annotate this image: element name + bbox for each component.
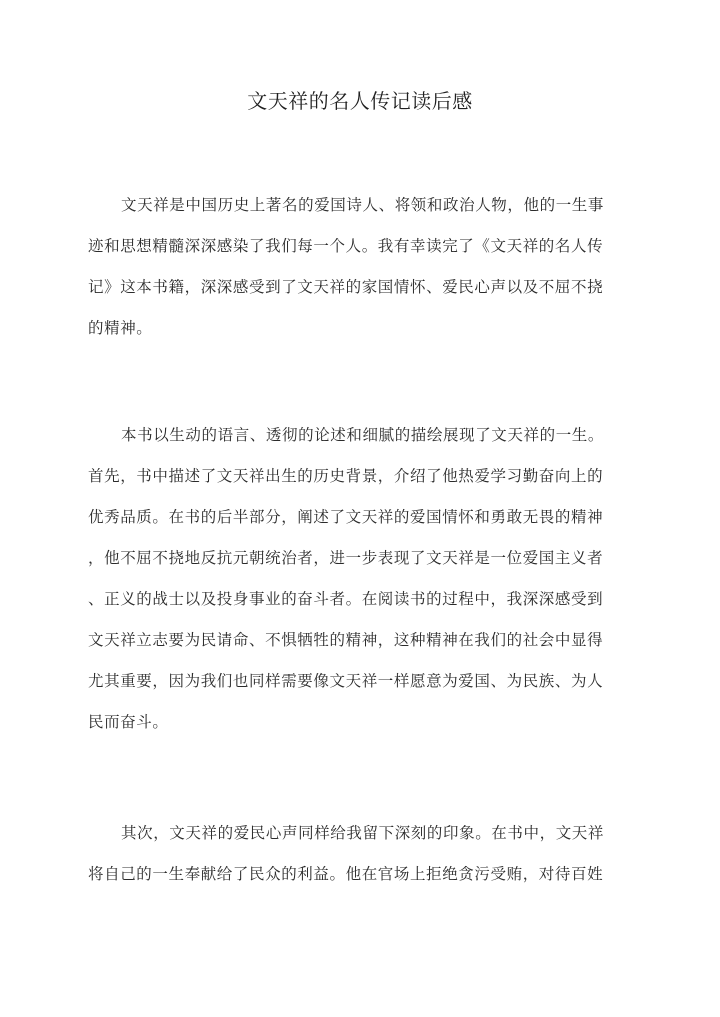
paragraph-line: 其次，文天祥的爱民心声同样给我留下深刻的印象。在书中，文天祥 [121,824,605,842]
paragraph-2 [88,420,633,748]
paragraph-line: 的精神。 [88,319,153,337]
paragraph-line: 民而奋斗。 [88,713,169,731]
paragraph-line: 首先，书中描述了文天祥出生的历史背景，介绍了他热爱学习勤奋向上的 [88,467,604,485]
paragraph-line: ，他不屈不挠地反抗元朝统治者，进一步表现了文天祥是一位爱国主义者 [88,549,604,567]
paragraph-line: 、正义的战士以及投身事业的奋斗者。在阅读书的过程中，我深深感受到 [88,590,604,608]
paragraph-line: 记》这本书籍，深深感受到了文天祥的家国情怀、爱民心声以及不屈不挠 [88,278,604,296]
paragraph-line: 文天祥立志要为民请命、不惧牺牲的精神，这种精神在我们的社会中显得 [88,631,604,649]
paragraph-line: 尤其重要，因为我们也同样需要像文天祥一样愿意为爱国、为民族、为人 [88,672,604,690]
document-title: 文天祥的名人传记读后感 [247,89,473,113]
paragraph-line: 将自己的一生奉献给了民众的利益。他在官场上拒绝贪污受贿，对待百姓 [88,865,604,883]
paragraph-line: 迹和思想精髓深深感染了我们每一个人。我有幸读完了《文天祥的名人传 [88,237,604,255]
paragraph-line: 文天祥是中国历史上著名的爱国诗人、将领和政治人物，他的一生事 [121,196,605,214]
paragraph-3 [88,818,633,900]
paragraph-1 [88,190,633,354]
paragraph-line: 本书以生动的语言、透彻的论述和细腻的描绘展现了文天祥的一生。 [121,426,605,444]
paragraph-line: 优秀品质。在书的后半部分，阐述了文天祥的爱国情怀和勇敢无畏的精神 [88,508,604,526]
